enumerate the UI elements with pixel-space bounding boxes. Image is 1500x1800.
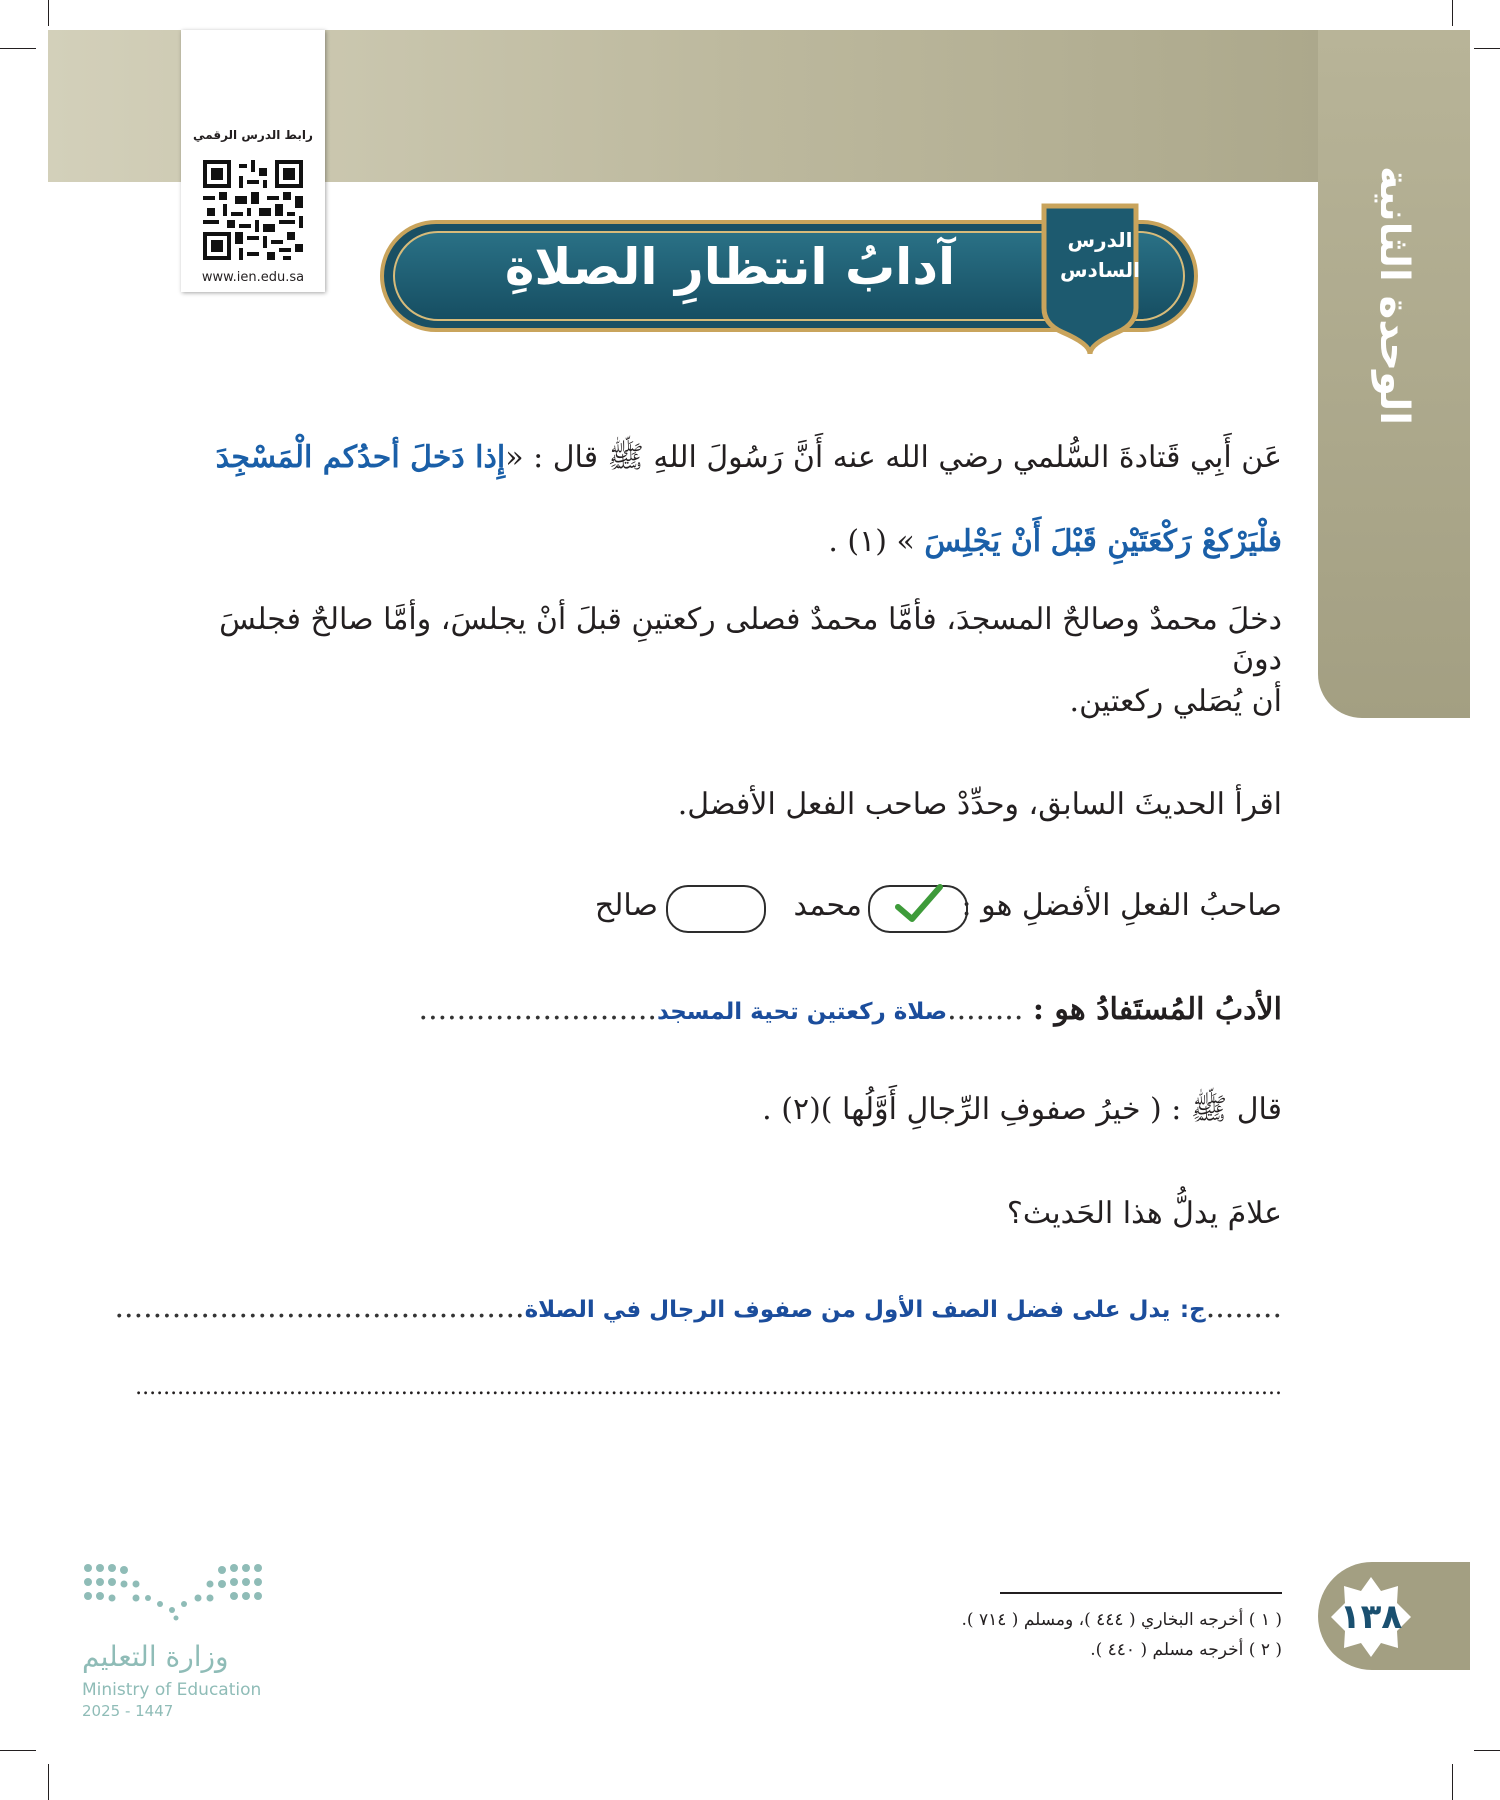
- hadith-2-intro: قال ﷺ : (: [1150, 1092, 1282, 1127]
- option-saleh-checkbox[interactable]: [666, 885, 766, 933]
- crop-mark: [48, 1764, 49, 1800]
- etiquette-answer[interactable]: صلاة ركعتين تحية المسجد: [656, 999, 948, 1025]
- choice-prompt: صاحبُ الفعلِ الأفضلِ هو :: [961, 888, 1282, 923]
- crop-mark: [48, 0, 49, 26]
- answer-prefix[interactable]: ج:: [1179, 1297, 1206, 1323]
- answer-dots-after: ...........................................: [114, 1290, 525, 1325]
- crop-mark: [1474, 1750, 1500, 1751]
- hadith-1: [182, 416, 1282, 584]
- lesson-number: [1048, 225, 1152, 285]
- option-mohammed-label: محمد: [793, 888, 862, 923]
- hadith-2-text: خيرُ صفوفِ الرِّجالِ أَوَّلُها: [842, 1092, 1141, 1127]
- crop-mark: [0, 48, 36, 49]
- ministry-name-english: Ministry of Education: [82, 1680, 262, 1700]
- qr-label: رابط الدرس الرقمي: [193, 128, 313, 142]
- crop-mark: [0, 1750, 36, 1751]
- hadith-2-reference: )(٢) .: [762, 1092, 833, 1127]
- ministry-name-arabic: وزارة التعليم: [82, 1640, 229, 1673]
- instruction: اقرأ الحديثَ السابق، وحدِّدْ صاحب الفعل الأفضل.: [677, 787, 1282, 822]
- qr-url[interactable]: www.ien.edu.sa: [201, 270, 305, 285]
- etiquette-dots-after: .........................: [418, 992, 657, 1027]
- answer-text[interactable]: يدل على فضل الصف الأول من صفوف الرجال في الصلاة: [524, 1297, 1171, 1323]
- lesson-title: آدابُ انتظارِ الصلاةِ: [504, 238, 956, 296]
- option-saleh-label: صالح: [594, 888, 658, 923]
- crop-mark: [1474, 48, 1500, 49]
- ministry-logo-icon: [80, 1560, 270, 1630]
- hadith-1-reference: » (١) .: [828, 524, 915, 559]
- crop-mark: [1452, 0, 1453, 26]
- footnote-1: ( ١ ) أخرجه البخاري ( ٤٤٤ )، ومسلم ( ٧١٤ ).: [961, 1610, 1282, 1630]
- hadith-1-intro: عَن أَبِي قَتادةَ السُّلمي رضي الله عنه أَنَّ رَسُولَ اللهِ ﷺ قال : «: [505, 440, 1282, 475]
- qr-card[interactable]: [181, 30, 325, 292]
- hadith-2: [482, 1090, 1282, 1130]
- qr-code-icon[interactable]: [203, 160, 303, 260]
- answer-line-2[interactable]: ....................................................................................................................................................................: [135, 1375, 1282, 1400]
- etiquette-row: [232, 990, 1282, 1032]
- answer-line-1: [114, 1288, 1282, 1330]
- question: علامَ يدلُّ هذا الحَديث؟: [1006, 1196, 1282, 1231]
- ministry-year: 2025 - 1447: [82, 1702, 174, 1720]
- unit-title: الوحدة الثانية: [1371, 165, 1417, 425]
- option-mohammed-checkbox[interactable]: [868, 885, 968, 933]
- crop-mark: [1452, 1764, 1453, 1800]
- etiquette-dots-before: ........: [947, 992, 1024, 1027]
- answer-dots-before: ........: [1205, 1290, 1282, 1325]
- hadith-1-quote-end: أَنْ يَجْلِسَ: [924, 524, 1042, 559]
- footnote-rule: [1000, 1592, 1282, 1594]
- check-icon: [888, 881, 948, 925]
- page-number: ١٣٨: [1339, 1597, 1403, 1637]
- etiquette-label: الأدبُ المُستَفادُ هو :: [1032, 992, 1282, 1027]
- lesson-label-line2: السادس: [1059, 258, 1141, 282]
- footnote-2: ( ٢ ) أخرجه مسلم ( ٤٤٠ ).: [1090, 1640, 1282, 1660]
- lesson-label-line1: الدرس: [1067, 228, 1133, 252]
- hadith-1-quote: إِذا دَخلَ أحدُكم الْمَسْجِدَ فلْيَرْكعْ رَكْعَتَيْنِ قَبْلَ: [215, 440, 1282, 559]
- story-line-2: أن يُصَلي ركعتين.: [1069, 684, 1282, 719]
- story-line-1: دخلَ محمدٌ وصالحٌ المسجدَ، فأمَّا محمدٌ فصلى ركعتينِ قبلَ أنْ يجلسَ، وأمَّا صالحٌ فجلسَ دونَ: [219, 602, 1282, 677]
